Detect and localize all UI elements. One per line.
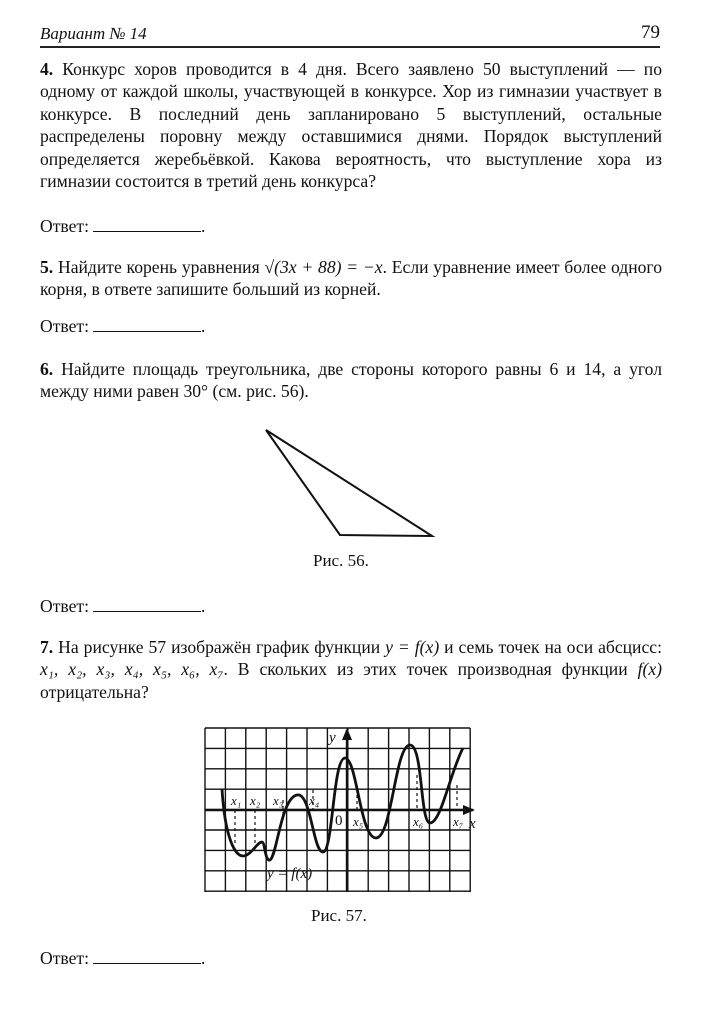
problem-text: отрицательна? <box>40 681 149 702</box>
figure-57-caption: Рис. 57. <box>311 906 367 925</box>
problem-text: Найдите площадь треугольника, две стороны которого равны 6 и 14, а угол между ними равен 30° (см. рис. 56). <box>40 359 662 402</box>
answer-blank[interactable] <box>93 597 201 612</box>
problem-number: 7. <box>40 637 54 657</box>
answer-label: Ответ: <box>40 948 89 968</box>
equation: √(3x + 88) = −x <box>264 257 383 277</box>
page-number: 79 <box>641 22 660 43</box>
answer-4: Ответ: . <box>40 216 206 236</box>
x7-label: x₇ <box>453 814 464 829</box>
problem-text: . В скольких из этих точек производная функции <box>223 659 638 680</box>
problem-number: 6. <box>40 359 54 379</box>
answer-6: Ответ: . <box>40 596 206 616</box>
answer-7: Ответ: . <box>40 948 206 968</box>
x2-label: x₂ <box>250 793 261 808</box>
x1-label: x₁ <box>231 793 242 808</box>
answer-label: Ответ: <box>40 316 89 336</box>
problem-text: Найдите корень уравнения <box>57 257 265 277</box>
x-axis-arrow-icon <box>463 805 475 815</box>
answer-label: Ответ: <box>40 216 89 236</box>
answer-5: Ответ: . <box>40 316 206 336</box>
problem-number: 4. <box>40 59 54 79</box>
problem-7 <box>40 636 662 703</box>
problem-text: и семь точек на оси абсцисс: <box>439 637 662 657</box>
answer-blank[interactable] <box>93 949 201 964</box>
function-graph <box>205 728 475 893</box>
x4-label: x₄ <box>309 793 320 808</box>
figure-56-caption: Рис. 56. <box>313 551 369 570</box>
problem-text: . Если уравнение имеет более одного корня, в ответе запишите больший из корней. <box>40 257 663 300</box>
triangle <box>266 430 432 536</box>
origin-label: 0 <box>335 813 343 829</box>
y-axis-arrow-icon <box>342 728 352 740</box>
y-axis-label: y <box>329 730 336 746</box>
answer-label: Ответ: <box>40 596 89 616</box>
x-axis-label: x <box>469 816 476 832</box>
problem-number: 5. <box>40 257 54 277</box>
function-label: y = f(x) <box>267 866 313 882</box>
function-notation: y = f(x) <box>385 637 440 657</box>
x5-label: x₅ <box>353 814 364 829</box>
function-notation: f(x) <box>637 659 662 680</box>
problem-text: На рисунке 57 изображён график функции <box>58 637 386 657</box>
variant-title: Вариант № 14 <box>40 24 147 43</box>
problem-text: Конкурс хоров проводится в 4 дня. Всего заявлено 50 выступлений — по одному от каждой школы, участвующей в конкурсе. Хор из гимназии участвует в конкурсе. В последний день запланировано 5 выступлений, остальные распределены поровну между оставшимися днями. Порядок выступлений определяется жеребьёвкой. Какова вероятность, что выступление хора из гимназии состоится в третий день конкурса? <box>40 59 662 192</box>
x3-label: x₃ <box>273 793 284 808</box>
x6-label: x₆ <box>413 814 424 829</box>
points-list: x₁, x₂, x₃, x₄, x₅, x₆, x₇ <box>40 659 224 680</box>
